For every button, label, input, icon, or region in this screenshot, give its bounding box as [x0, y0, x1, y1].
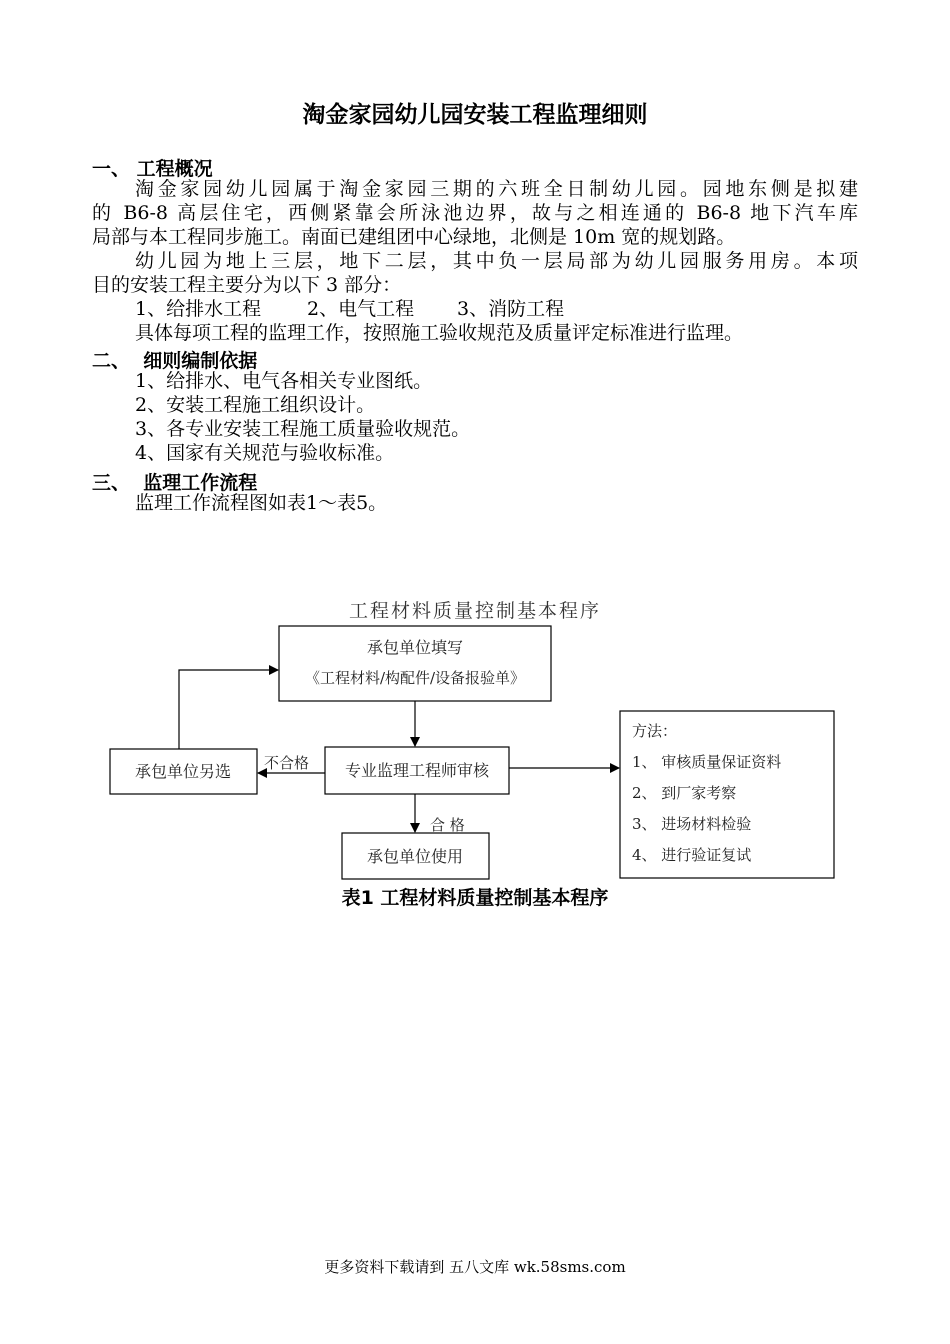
paragraph-line: 具体每项工程的监理工作，按照施工验收规范及质量评定标准进行监理。: [135, 322, 744, 344]
arrow-reselect-to-fill: [179, 670, 278, 749]
method-item: 2、 到厂家考察: [632, 784, 737, 802]
section-heading-overview: 一、 工程概况: [92, 158, 213, 180]
method-item: 4、 进行验证复试: [632, 846, 752, 864]
part-item: 1、给排水工程: [135, 298, 262, 320]
section-heading-workflow: 三、 监理工作流程: [92, 472, 258, 494]
box-reselect-label: 承包单位另选: [134, 762, 232, 781]
paragraph-line: 幼儿园为地上三层，地下二层，其中负一层局部为幼儿园服务用房。本项: [135, 250, 858, 272]
label-fail: 不合格: [264, 754, 310, 772]
part-item: 2、电气工程: [307, 298, 415, 320]
paragraph-line: 淘金家园幼儿园属于淘金家园三期的六班全日制幼儿园。园地东侧是拟建: [135, 178, 858, 200]
page-title: 淘金家园幼儿园安装工程监理细则: [302, 102, 648, 128]
table-caption: 表1 工程材料质量控制基本程序: [341, 887, 609, 909]
paragraph-line: 局部与本工程同步施工。南面已建组团中心绿地，北侧是 10m 宽的规划路。: [92, 226, 736, 248]
basis-item: 2、安装工程施工组织设计。: [135, 394, 376, 416]
paragraph-line: 的 B6-8 高层住宅，西侧紧靠会所泳池边界，故与之相连通的 B6-8 地下汽车库: [92, 202, 858, 224]
basis-item: 3、各专业安装工程施工质量验收规范。: [135, 418, 471, 440]
box-fill-form-line1: 承包单位填写: [366, 638, 464, 657]
box-engineer-review-label: 专业监理工程师审核: [344, 761, 490, 780]
basis-item: 1、给排水、电气各相关专业图纸。: [135, 370, 433, 392]
paragraph-line: 监理工作流程图如表1～表5。: [135, 492, 388, 514]
part-item: 3、消防工程: [457, 298, 565, 320]
method-item: 3、 进场材料检验: [632, 815, 752, 833]
methods-title: 方法：: [632, 722, 678, 740]
method-item: 1、 审核质量保证资料: [632, 753, 782, 771]
footer-download-note: 更多资料下载请到 五八文库 wk.58sms.com: [324, 1258, 626, 1276]
paragraph-line: 目的安装工程主要分为以下 3 部分：: [92, 274, 402, 296]
flowchart-title: 工程材料质量控制基本程序: [348, 600, 602, 622]
box-contractor-use-label: 承包单位使用: [366, 847, 464, 866]
section-heading-basis: 二、 细则编制依据: [92, 350, 258, 372]
box-fill-form-line2: 《工程材料/构配件/设备报验单》: [304, 669, 526, 687]
basis-item: 4、国家有关规范与验收标准。: [135, 442, 395, 464]
label-pass: 合 格: [430, 816, 465, 834]
